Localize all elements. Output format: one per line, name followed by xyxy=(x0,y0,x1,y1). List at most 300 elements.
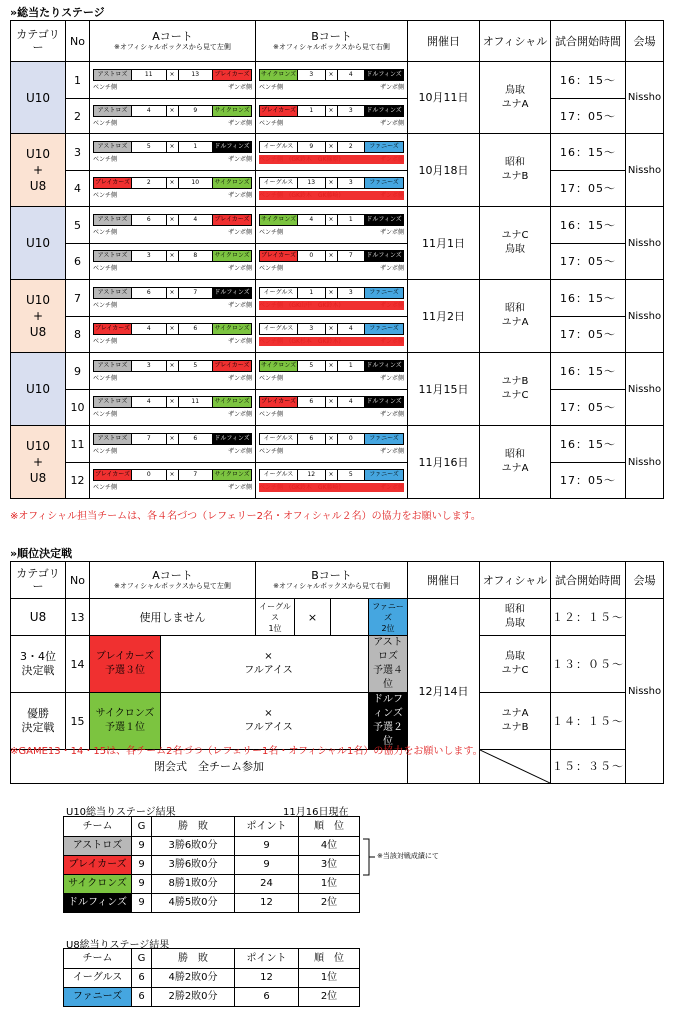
game-10-a-court-score2: 11 xyxy=(179,397,214,407)
official-name: ユナC xyxy=(501,230,529,241)
result-rank: 3位 xyxy=(299,856,360,875)
game-8-a-court-right-side: ザンボ側 xyxy=(228,338,252,345)
game-7-b-court-sides xyxy=(259,301,404,310)
game-12-a-court-team1: ブレイカーズ xyxy=(94,470,132,480)
group-2-official xyxy=(480,134,551,207)
section-title-round-robin: »総当たりステージ xyxy=(10,6,105,19)
finals-date: 12月14日 xyxy=(408,599,480,784)
group-3-category: U10 xyxy=(11,207,66,280)
official-name: 鳥取 xyxy=(505,84,525,96)
game-2-a-court-team2: サイクロンズ xyxy=(214,106,250,114)
game-13-vs: × xyxy=(295,599,331,636)
game-2-b-court-scoreline xyxy=(259,105,404,117)
result-row xyxy=(64,969,360,988)
u8_results-header-0: チーム xyxy=(64,949,132,969)
game-2-b-court-sides xyxy=(259,119,404,128)
game-11-a-court-team1: アストロズ xyxy=(94,434,132,444)
u10_results-header-3: ポイント xyxy=(235,817,299,837)
game-9-b-court-vs: × xyxy=(326,361,338,371)
u10_results-header-0: チーム xyxy=(64,817,132,837)
game-11-b-court xyxy=(256,426,408,463)
game-8-b-court-scoreline xyxy=(259,323,404,335)
game-11-a-court-score2: 6 xyxy=(179,434,214,444)
game-15-middle xyxy=(207,693,331,750)
group-6-date: 11月16日 xyxy=(408,426,480,499)
game-10-b-court-score2: 4 xyxy=(338,397,366,407)
header-category: カテゴリー xyxy=(11,21,66,62)
game-13-team2: ファニーズ 2位 xyxy=(369,599,408,636)
game-3-a-court-scoreline xyxy=(93,141,252,153)
game-8-time: 17：05～ xyxy=(551,317,626,353)
game-6-a-court-scoreline xyxy=(93,250,252,262)
game-12-b-court-vs: × xyxy=(326,470,338,480)
game-11-a-court-left-side: ベンチ側 xyxy=(93,447,118,455)
game-15-vs: × xyxy=(264,708,273,719)
game-7-a-court-vs: × xyxy=(167,288,179,298)
group-4-category: U10 + U8 xyxy=(11,280,66,353)
game-7-b-court-scoreline xyxy=(259,287,404,299)
game-7-b-court-score2: 3 xyxy=(338,288,366,298)
game-10-b-court-team1: ブレイカーズ xyxy=(260,397,298,407)
game-14-team1: ブレイカーズ 予選３位 xyxy=(90,636,161,693)
game-10-b-court-sides xyxy=(259,410,404,419)
group-2-date: 10月18日 xyxy=(408,134,480,207)
game-4-b-court-sides xyxy=(259,191,404,200)
result-points: 12 xyxy=(235,894,299,913)
game-11-a-court-right-side: ザンボ側 xyxy=(228,447,252,455)
game-12-a-court-vs: × xyxy=(167,470,179,480)
game-10-b-court-score1: 6 xyxy=(298,397,326,407)
game-1-b-court-score2: 4 xyxy=(338,70,366,80)
game-5-a-court-vs: × xyxy=(167,215,179,225)
game-8-a-court-team1: ブレイカーズ xyxy=(94,324,132,334)
game-8-b-court-score2: 4 xyxy=(338,324,366,334)
game-9-b-court-sides xyxy=(259,374,404,383)
bracket-icon xyxy=(362,838,376,876)
game-15-court: フルアイス xyxy=(244,722,293,733)
game-12-a-court-team2: サイクロンズ xyxy=(214,471,250,478)
game-11-b-court-scoreline xyxy=(259,433,404,445)
game-6-time: 17：05～ xyxy=(551,244,626,280)
game-1-a-court-score2: 13 xyxy=(179,70,214,80)
game-2-b-court-team1: ブレイカーズ xyxy=(260,106,298,116)
finals-header-no: No xyxy=(66,562,90,599)
official-name: ユナB xyxy=(501,171,529,182)
game-12-b-court-sides xyxy=(259,483,404,492)
group-5-date: 11月15日 xyxy=(408,353,480,426)
game-14-vs: × xyxy=(264,651,273,662)
game-3-time: 16：15～ xyxy=(551,134,626,171)
game-12-no: 12 xyxy=(66,463,90,499)
game-4-a-court-team1: ブレイカーズ xyxy=(94,178,132,188)
game-13-a-court: 使用しません xyxy=(90,599,256,636)
game-2-b-court-team2: ドルフィンズ xyxy=(366,106,402,114)
u8_results-header-1: G xyxy=(132,949,152,969)
game-10-b-court-vs: × xyxy=(326,397,338,407)
game-9-a-court-score1: 3 xyxy=(132,361,167,371)
header-official: オフィシャル xyxy=(480,21,551,62)
game-8-b-court-left-side: ベンチ側 (GK杉本 GK鈴木) xyxy=(259,338,341,345)
game-6-b-court-vs: × xyxy=(326,251,338,261)
game-1-b-court-left-side: ベンチ側 xyxy=(259,83,284,91)
game-9-a-court-team1: アストロズ xyxy=(94,361,132,371)
game-8-a-court-left-side: ベンチ側 xyxy=(93,338,118,345)
b-court-note: ※オフィシャルボックスから見て右側 xyxy=(273,43,390,51)
game-9-a-court-score2: 5 xyxy=(179,361,214,371)
game-5-a-court-score2: 4 xyxy=(179,215,214,225)
game-14-category: 3・4位 決定戦 xyxy=(11,636,66,693)
game-14-middle xyxy=(207,636,331,693)
game-11-b-court-team1: イーグルス xyxy=(260,434,298,444)
game-12-a-court-right-side: ザンボ側 xyxy=(228,484,252,491)
game-15-row xyxy=(11,693,664,750)
game-2-a-court-vs: × xyxy=(167,106,179,116)
game-5-a-court-team2: ブレイカーズ xyxy=(214,215,250,223)
game-7-no: 7 xyxy=(66,280,90,317)
game-2-time: 17：05～ xyxy=(551,99,626,134)
game-3-b-court-left-side: ベンチ側 (GK鈴木 GK篠原) xyxy=(259,155,341,163)
header-no: No xyxy=(66,21,90,62)
result-team: ファニーズ xyxy=(64,988,132,1007)
finals-b-court-note: ※オフィシャルボックスから見て右側 xyxy=(273,582,390,590)
game-6-b-court-scoreline xyxy=(259,250,404,262)
b-court-label: Bコート xyxy=(311,30,352,43)
game-9-a-court xyxy=(90,353,256,390)
game-11-a-court-vs: × xyxy=(167,434,179,444)
result-team: イーグルス xyxy=(64,969,132,988)
game-2-a-court xyxy=(90,99,256,134)
game-3-a-court-score2: 1 xyxy=(179,142,214,152)
game-12-b-court xyxy=(256,463,408,499)
game-3-b-court-team1: イーグルス xyxy=(260,142,298,152)
game-12-b-court-team2: ファニーズ xyxy=(365,470,403,480)
u8-results-title: U8総当りステージ結果 xyxy=(66,940,170,951)
game-11-b-court-vs: × xyxy=(326,434,338,444)
result-points: 12 xyxy=(235,969,299,988)
game-10-time: 17：05～ xyxy=(551,390,626,426)
game-5-b-court-scoreline xyxy=(259,214,404,226)
game-9-a-court-left-side: ベンチ側 xyxy=(93,374,118,382)
game-2-a-court-team1: アストロズ xyxy=(94,106,132,116)
game-8-no: 8 xyxy=(66,317,90,353)
game-11-b-court-left-side: ベンチ側 xyxy=(259,447,284,455)
game-12-b-court-score2: 5 xyxy=(338,470,366,480)
game-11-b-court-score1: 6 xyxy=(298,434,326,444)
finals-header-official: オフィシャル xyxy=(480,562,551,599)
game-5-b-court-score2: 1 xyxy=(338,215,366,225)
game-5-b-court-left-side: ベンチ側 xyxy=(259,228,284,236)
game-3-b-court-vs: × xyxy=(326,142,338,152)
game-6-b-court-left-side: ベンチ側 xyxy=(259,265,284,272)
game-3-no: 3 xyxy=(66,134,90,171)
game-3-b-court-score1: 9 xyxy=(298,142,326,152)
game-9-row xyxy=(11,353,664,390)
result-win-loss: 3勝6敗0分 xyxy=(152,856,235,875)
game-11-time: 16：15～ xyxy=(551,426,626,463)
game-5-a-court-scoreline xyxy=(93,214,252,226)
header-date: 開催日 xyxy=(408,21,480,62)
game-2-b-court xyxy=(256,99,408,134)
game-5-b-court-right-side: ザンボ側 xyxy=(380,228,404,236)
u8_results-header-2: 勝 敗 xyxy=(152,949,235,969)
game-13-no: 13 xyxy=(66,599,90,636)
game-9-b-court-score1: 5 xyxy=(298,361,326,371)
game-12-b-court-left-side: ベンチ側 (GK鈴木 GK藤崎) xyxy=(259,484,341,491)
game-1-a-court-left-side: ベンチ側 xyxy=(93,83,118,91)
game-1-b-court-score1: 3 xyxy=(298,70,326,80)
game-4-b-court-score2: 3 xyxy=(338,178,366,188)
game-3-b-court-score2: 2 xyxy=(338,142,366,152)
finals-header-date: 開催日 xyxy=(408,562,480,599)
game-10-b-court-left-side: ベンチ側 xyxy=(259,411,284,418)
game-4-a-court xyxy=(90,171,256,207)
group-1-venue: Nissho xyxy=(626,62,664,134)
result-row xyxy=(64,856,360,875)
game-5-b-court-sides xyxy=(259,228,404,237)
game-6-a-court-left-side: ベンチ側 xyxy=(93,265,118,272)
u8_results-header-3: ポイント xyxy=(235,949,299,969)
game-7-a-court-score2: 7 xyxy=(179,288,214,298)
game-1-a-court-vs: × xyxy=(167,70,179,80)
result-team: ブレイカーズ xyxy=(64,856,132,875)
game-2-a-court-right-side: ザンボ側 xyxy=(228,119,252,127)
game-7-b-court-vs: × xyxy=(326,288,338,298)
game-2-b-court-score1: 1 xyxy=(298,106,326,116)
game-1-row xyxy=(11,62,664,99)
result-rank: 1位 xyxy=(299,875,360,894)
result-team: ドルフィンズ xyxy=(64,894,132,913)
game-4-a-court-left-side: ベンチ側 xyxy=(93,192,118,199)
result-games: 9 xyxy=(132,875,152,894)
game-12-a-court-left-side: ベンチ側 xyxy=(93,484,118,491)
game-4-a-court-score1: 2 xyxy=(132,178,167,188)
result-win-loss: 4勝2敗0分 xyxy=(152,969,235,988)
game-9-a-court-team2: ブレイカーズ xyxy=(214,361,250,369)
game-7-b-court-team1: イーグルス xyxy=(260,288,298,298)
game-13-official: 昭和 鳥取 xyxy=(480,599,551,636)
game-8-a-court-team2: サイクロンズ xyxy=(214,325,250,332)
header-b-court xyxy=(256,21,408,62)
game-6-a-court-right-side: ザンボ側 xyxy=(228,265,252,272)
game-5-a-court-left-side: ベンチ側 xyxy=(93,228,118,236)
result-row xyxy=(64,988,360,1007)
game-4-b-court-team2: ファニーズ xyxy=(365,178,403,188)
game-14-row xyxy=(11,636,664,693)
game-1-time: 16：15～ xyxy=(551,62,626,99)
header-row xyxy=(11,21,664,62)
game-9-a-court-scoreline xyxy=(93,360,252,372)
game-13-time: １２：１５～ xyxy=(551,599,626,636)
game-12-time: 17：05～ xyxy=(551,463,626,499)
u10_results-header-1: G xyxy=(132,817,152,837)
game-8-b-court-team1: イーグルス xyxy=(260,324,298,334)
game-6-a-court-score2: 8 xyxy=(179,251,214,261)
game-9-b-court-score2: 1 xyxy=(338,361,366,371)
game-3-b-court-scoreline xyxy=(259,141,404,153)
game-9-a-court-right-side: ザンボ側 xyxy=(228,374,252,382)
game-10-a-court-score1: 4 xyxy=(132,397,167,407)
official-name: 鳥取 xyxy=(505,244,525,255)
game-13-category: U8 xyxy=(11,599,66,636)
game-4-b-court-right-side: ザンボ側 xyxy=(380,192,404,199)
game-7-b-court-left-side: ベンチ側 (GK山中 GK鈴木) xyxy=(259,301,341,309)
finals-duty-note: ※GAME13・14・15は、各チーム2名づつ（レフェリー1名・オフィシャル1名）の協力をお願いします。 xyxy=(10,746,483,757)
game-2-a-court-scoreline xyxy=(93,105,252,117)
finals-header-b-court xyxy=(256,562,408,599)
result-win-loss: 2勝2敗0分 xyxy=(152,988,235,1007)
game-12-b-court-scoreline xyxy=(259,469,404,481)
game-6-a-court xyxy=(90,244,256,280)
official-name: ユナC xyxy=(501,390,529,401)
game-9-a-court-vs: × xyxy=(167,361,179,371)
group-1-date: 10月11日 xyxy=(408,62,480,134)
u8-results-header xyxy=(64,949,360,969)
game-1-b-court-right-side: ザンボ側 xyxy=(380,83,404,91)
u10-results-header xyxy=(64,817,360,837)
game-4-a-court-scoreline xyxy=(93,177,252,189)
game-8-a-court xyxy=(90,317,256,353)
game-8-b-court-score1: 3 xyxy=(298,324,326,334)
game-8-row xyxy=(11,317,664,353)
game-10-a-court xyxy=(90,390,256,426)
game-12-b-court-score1: 12 xyxy=(298,470,326,480)
result-games: 6 xyxy=(132,988,152,1007)
official-name: ユナA xyxy=(501,317,529,328)
group-5-category: U10 xyxy=(11,353,66,426)
game-13-row xyxy=(11,599,664,636)
game-7-b-court-score1: 1 xyxy=(298,288,326,298)
game-5-a-court xyxy=(90,207,256,244)
diagonal-slash-icon xyxy=(480,750,550,783)
game-13-team1: イーグルス 1位 xyxy=(256,599,295,636)
group-4-date: 11月2日 xyxy=(408,280,480,353)
game-8-b-court-vs: × xyxy=(326,324,338,334)
group-3-official xyxy=(480,207,551,280)
game-2-a-court-score1: 4 xyxy=(132,106,167,116)
game-10-a-court-team1: アストロズ xyxy=(94,397,132,407)
game-1-a-court-score1: 11 xyxy=(132,70,167,80)
header-venue: 会場 xyxy=(626,21,664,62)
game-12-a-court-sides xyxy=(93,483,252,492)
game-11-a-court-sides xyxy=(93,447,252,456)
result-row xyxy=(64,875,360,894)
game-3-a-court-right-side: ザンボ側 xyxy=(228,155,252,163)
game-3-a-court-score1: 5 xyxy=(132,142,167,152)
game-12-a-court-score1: 0 xyxy=(132,470,167,480)
game-1-b-court-scoreline xyxy=(259,69,404,81)
game-1-a-court-team1: アストロズ xyxy=(94,70,132,80)
game-1-a-court-right-side: ザンボ側 xyxy=(228,83,252,91)
game-8-b-court-sides xyxy=(259,337,404,346)
game-1-b-court-team1: サイクロンズ xyxy=(260,70,297,78)
closing-official-slash xyxy=(480,750,551,784)
game-10-a-court-left-side: ベンチ側 xyxy=(93,411,118,418)
game-2-a-court-left-side: ベンチ側 xyxy=(93,119,118,127)
game-2-b-court-left-side: ベンチ側 xyxy=(259,119,284,127)
game-6-b-court-right-side: ザンボ側 xyxy=(380,265,404,272)
game-6-b-court xyxy=(256,244,408,280)
game-7-a-court-score1: 6 xyxy=(132,288,167,298)
group-1-category: U10 xyxy=(11,62,66,134)
game-10-row xyxy=(11,390,664,426)
game-12-a-court-scoreline xyxy=(93,469,252,481)
closing-time: １５：３５～ xyxy=(551,750,626,784)
game-11-b-court-sides xyxy=(259,447,404,456)
group-5-official xyxy=(480,353,551,426)
group-2-venue: Nissho xyxy=(626,134,664,207)
game-15-time: １４：１５～ xyxy=(551,693,626,750)
result-rank: 4位 xyxy=(299,837,360,856)
game-4-no: 4 xyxy=(66,171,90,207)
game-2-b-court-score2: 3 xyxy=(338,106,366,116)
game-7-time: 16：15～ xyxy=(551,280,626,317)
game-5-b-court-score1: 4 xyxy=(298,215,326,225)
game-7-a-court-right-side: ザンボ側 xyxy=(228,301,252,309)
game-5-a-court-score1: 6 xyxy=(132,215,167,225)
game-2-no: 2 xyxy=(66,99,90,134)
finals-venue: Nissho xyxy=(626,599,664,784)
game-5-time: 16：15～ xyxy=(551,207,626,244)
official-name: 昭和 xyxy=(505,157,525,168)
game-9-a-court-sides xyxy=(93,374,252,383)
official-name: ユナA xyxy=(501,98,529,110)
game-3-a-court-team1: アストロズ xyxy=(94,142,132,152)
game-4-time: 17：05～ xyxy=(551,171,626,207)
game-5-a-court-team1: アストロズ xyxy=(94,215,132,225)
header-a-court xyxy=(90,21,256,62)
game-10-a-court-sides xyxy=(93,410,252,419)
game-14-no: 14 xyxy=(66,636,90,693)
game-1-no: 1 xyxy=(66,62,90,99)
result-row xyxy=(64,837,360,856)
game-4-b-court-vs: × xyxy=(326,178,338,188)
game-1-a-court xyxy=(90,62,256,99)
finals-header-a-court xyxy=(90,562,256,599)
game-8-a-court-vs: × xyxy=(167,324,179,334)
group-3-date: 11月1日 xyxy=(408,207,480,280)
game-12-b-court-team1: イーグルス xyxy=(260,470,298,480)
game-11-no: 11 xyxy=(66,426,90,463)
game-8-b-court-right-side: ザンボ側 xyxy=(380,338,404,345)
game-1-b-court-sides xyxy=(259,83,404,92)
game-7-row xyxy=(11,280,664,317)
result-win-loss: 4勝5敗0分 xyxy=(152,894,235,913)
game-7-a-court-sides xyxy=(93,301,252,310)
result-points: 9 xyxy=(235,837,299,856)
game-9-no: 9 xyxy=(66,353,90,390)
game-9-b-court xyxy=(256,353,408,390)
result-win-loss: 8勝1敗0分 xyxy=(152,875,235,894)
game-5-b-court-team1: サイクロンズ xyxy=(260,215,297,223)
game-4-b-court-score1: 13 xyxy=(298,178,326,188)
game-11-a-court xyxy=(90,426,256,463)
game-1-a-court-scoreline xyxy=(93,69,252,81)
u10_results-header-2: 勝 敗 xyxy=(152,817,235,837)
game-5-b-court-team2: ドルフィンズ xyxy=(366,215,402,223)
game-10-a-court-right-side: ザンボ側 xyxy=(228,411,252,418)
game-2-row xyxy=(11,99,664,134)
result-games: 9 xyxy=(132,837,152,856)
game-1-a-court-sides xyxy=(93,83,252,92)
game-10-a-court-team2: サイクロンズ xyxy=(214,398,250,405)
result-rank: 2位 xyxy=(299,894,360,913)
game-3-b-court-sides xyxy=(259,155,404,164)
u10-results-title: U10総当りステージ結果 xyxy=(66,807,176,818)
game-3-a-court xyxy=(90,134,256,171)
game-11-b-court-score2: 0 xyxy=(338,434,366,444)
official-duty-note: ※オフィシャル担当チームは、各４名づつ（レフェリー2名・オフィシャル２名）の協力をお願いします。 xyxy=(10,511,481,522)
game-11-a-court-scoreline xyxy=(93,433,252,445)
